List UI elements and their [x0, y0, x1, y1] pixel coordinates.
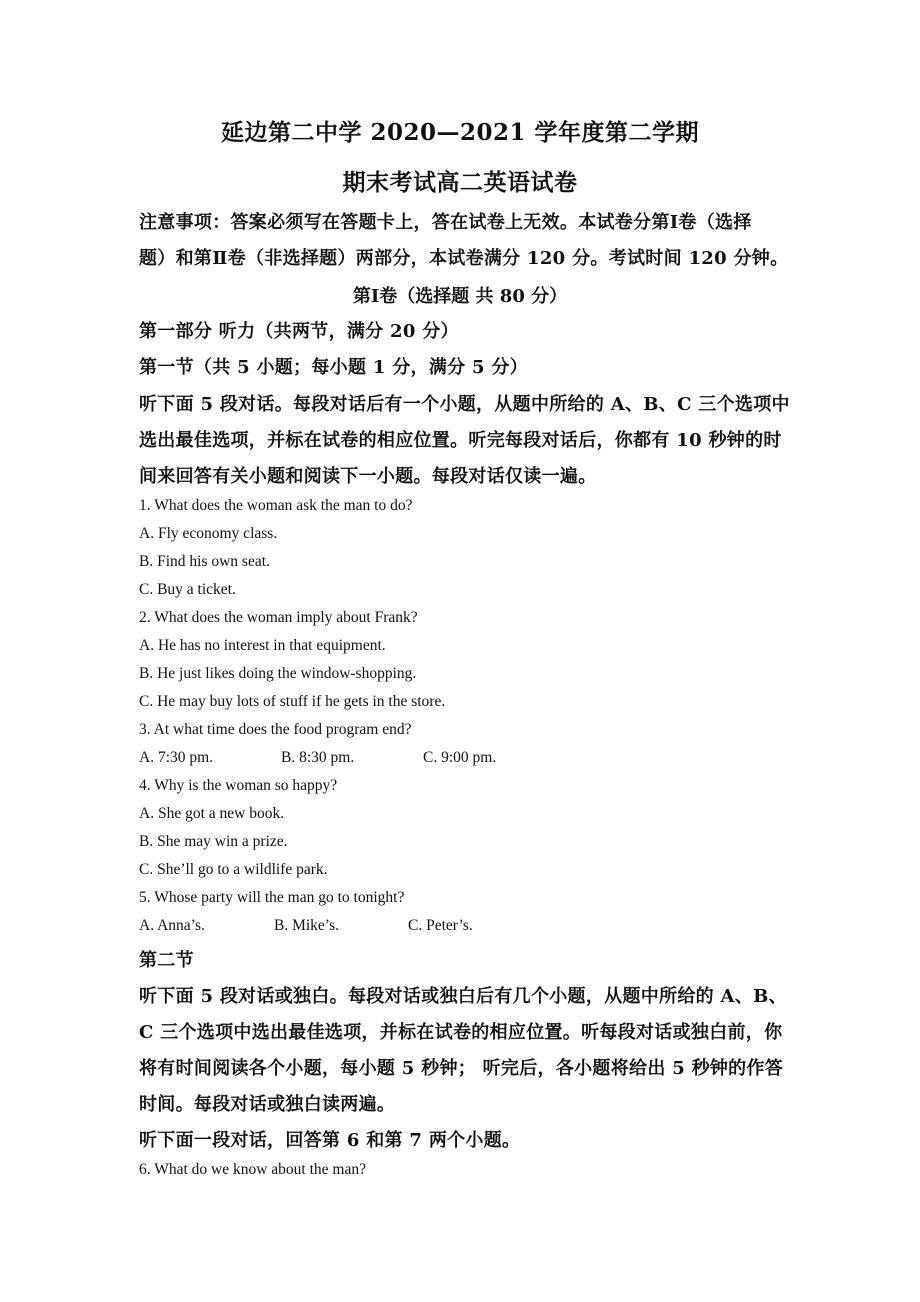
notice-line-1: 注意事项：答案必须写在答题卡上，答在试卷上无效。本试卷分第Ⅰ卷（选择 [139, 212, 752, 233]
notice-line-2: 题）和第Ⅱ卷（非选择题）两部分，本试卷满分 120 分。考试时间 120 分钟。 [139, 248, 789, 269]
part1-heading: 第一部分 听力（共两节，满分 20 分） [139, 321, 459, 342]
question-stem: 5. Whose party will the man go to tonight? [139, 889, 405, 906]
question-stem: 3. At what time does the food program end? [139, 721, 412, 738]
question-option: A. He has no interest in that equipment. [139, 637, 386, 654]
question-option: B. He just likes doing the window-shopping. [139, 665, 417, 682]
question-stem: 4. Why is the woman so happy? [139, 777, 338, 794]
question-option: B. Mike’s. [274, 917, 340, 934]
question-option: C. Buy a ticket. [139, 581, 236, 598]
question-option: C. 9:00 pm. [423, 749, 497, 766]
question-options-row [139, 917, 699, 937]
volume-heading: 第Ⅰ卷（选择题 共 80 分） [352, 286, 568, 307]
exam-title-line-1: 延边第二中学 2020—2021 学年度第二学期 [220, 119, 700, 146]
section2-heading: 第二节 [139, 950, 194, 971]
section2-instruction-line: 听下面 5 段对话或独白。每段对话或独白后有几个小题，从题中所给的 A、B、 [139, 986, 787, 1007]
exam-title-line-2: 期末考试高二英语试卷 [342, 169, 578, 196]
question-option: A. Anna’s. [139, 917, 205, 934]
section1-instruction-line: 选出最佳选项，并标在试卷的相应位置。听完每段对话后，你都有 10 秒钟的时 [139, 430, 782, 451]
section2-instruction-line: C 三个选项中选出最佳选项，并标在试卷的相应位置。听每段对话或独白前，你 [139, 1022, 783, 1043]
question-option: B. 8:30 pm. [281, 749, 355, 766]
section2-instruction-line: 时间。每段对话或独白读两遍。 [139, 1094, 396, 1115]
question-option: A. Fly economy class. [139, 525, 278, 542]
question-option: C. He may buy lots of stuff if he gets in the store. [139, 693, 446, 710]
question-option: C. Peter’s. [408, 917, 473, 934]
dialogue-intro: 听下面一段对话，回答第 6 和第 7 两个小题。 [139, 1130, 521, 1151]
question-stem: 6. What do we know about the man? [139, 1161, 366, 1178]
section2-instruction-line: 将有时间阅读各个小题，每小题 5 秒钟； 听完后，各小题将给出 5 秒钟的作答 [139, 1058, 784, 1079]
section1-instruction-line: 间来回答有关小题和阅读下一小题。每段对话仅读一遍。 [139, 466, 597, 487]
question-stem: 1. What does the woman ask the man to do? [139, 497, 413, 514]
question-option: A. 7:30 pm. [139, 749, 214, 766]
question-option: A. She got a new book. [139, 805, 285, 822]
question-options-row [139, 749, 699, 769]
question-stem: 2. What does the woman imply about Frank? [139, 609, 418, 626]
section1-instruction-line: 听下面 5 段对话。每段对话后有一个小题，从题中所给的 A、B、C 三个选项中 [139, 394, 790, 415]
question-option: B. Find his own seat. [139, 553, 270, 570]
question-option: C. She’ll go to a wildlife park. [139, 861, 328, 878]
question-option: B. She may win a prize. [139, 833, 288, 850]
section1-heading: 第一节（共 5 小题；每小题 1 分，满分 5 分） [139, 357, 528, 378]
